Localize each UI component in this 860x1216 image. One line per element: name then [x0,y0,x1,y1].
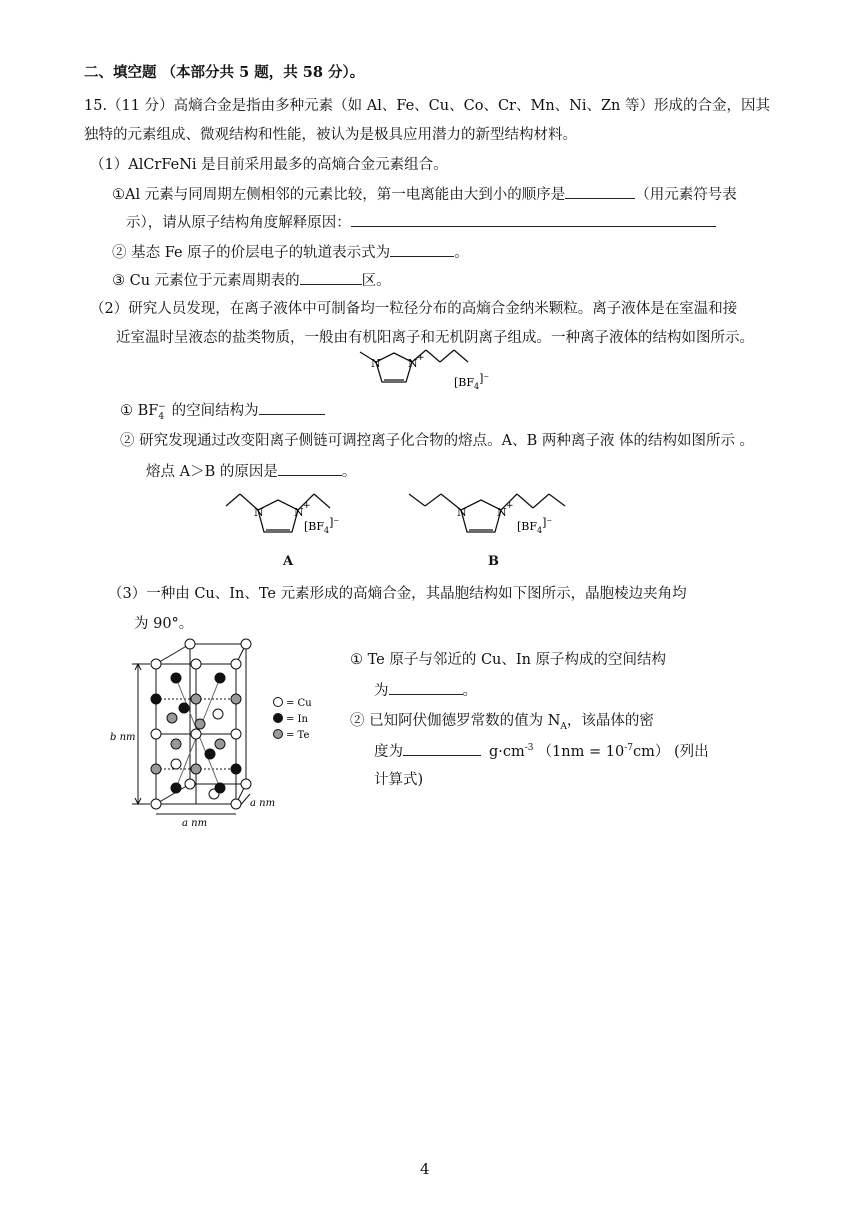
molecule-a [222,486,372,544]
legend-in: = In [286,714,308,725]
part3-line1: （3）一种由 Cu、In、Te 元素形成的高熵合金，其晶胞结构如下图所示，晶胞棱边夹角均 [108,586,687,602]
part3-q2-cont: 度为 $g\cdot cm^{-3}$ $(1nm = 10^{-7}cm)$ (列出 [374,743,709,760]
part2-q2-cont: 熔点 A＞B 的原因是 。 [146,461,356,482]
b-nm-label: b nm [110,732,136,743]
legend-te: = Te [286,730,310,741]
part3-q1-cont: 为 。 [374,680,477,701]
ionic-liquid-structure [356,340,506,398]
nitrogen-label: N [254,506,264,519]
answer-blank[interactable] [389,680,463,695]
part1-q3: ③ Cu 元素位于元素周期表的 区。 [112,270,391,291]
anion-label: $[BF_4]^-$ [454,372,490,391]
molecule-b [405,486,585,544]
part2-line2: 近室温时呈液态的盐类物质，一般由有机阳离子和无机阴离子组成。一种离子液体的结构如图所示。 [116,330,754,346]
part2-q2: ② 研究发现通过改变阳离子侧链可调控离子化合物的熔点。A、B 两种离子液 体的结构如图所示 。 [120,433,755,449]
part1-q1-cont: 示），请从原子结构角度解释原因： [126,212,716,233]
anion-label: $[BF_4]^-$ [304,516,340,535]
answer-blank[interactable] [390,242,454,257]
crystal-cell-figure [110,638,330,828]
answer-blank[interactable] [300,270,362,285]
section-title: 二、填空题 （本部分共 5 题，共 58 分）。 [84,64,365,81]
nitrogen-plus-label: N [294,506,304,519]
part3-q2-cont2: 计算式) [374,772,424,788]
part3-q1: ① Te 原子与邻近的 Cu、In 原子构成的空间结构 [350,652,667,668]
answer-blank[interactable] [403,741,481,756]
nitrogen-label: N [457,506,467,519]
answer-blank[interactable] [351,212,716,227]
nitrogen-plus-label: N [497,506,507,519]
part1-q2: ② 基态 Fe 原子的价层电子的轨道表示式为 。 [112,242,469,263]
answer-blank[interactable] [565,184,635,199]
molecule-b-label: B [488,554,499,569]
legend-cu: = Cu [286,698,312,709]
a-nm-side-label: a nm [250,798,276,809]
q15-intro-line1: 15.（11 分）高熵合金是指由多种元素（如 Al、Fe、Cu、Co、Cr、Mn、Ni、Zn 等）形成的合金，因其 [84,98,770,114]
q15-intro-line2: 独特的元素组成、微观结构和性能，被认为是极具应用潜力的新型结构材料。 [84,127,577,143]
part2-line1: （2）研究人员发现，在离子液体中可制备均一粒径分布的高熵合金纳米颗粒。离子液体是在室温和接 [90,301,738,317]
answer-blank[interactable] [259,400,325,415]
molecule-a-label: A [283,554,294,569]
plus-sign: + [417,353,425,363]
part1-q1: ①Al 元素与同周期左侧相邻的元素比较，第一电离能由大到小的顺序是 （用元素符号表 [112,184,737,205]
part3-q2: ② 已知阿伏伽德罗常数的值为 $N_A$，该晶体的密 [350,713,654,732]
anion-label: $[BF_4]^-$ [517,516,553,535]
answer-blank[interactable] [278,461,342,476]
page-number: 4 [420,1160,430,1178]
nitrogen-label: N [371,357,381,370]
nitrogen-plus-label: N [408,357,418,370]
plus-sign: + [506,501,514,511]
plus-sign: + [303,501,311,511]
part3-line2: 为 90°。 [134,616,194,632]
part1-title: （1）AlCrFeNi 是目前采用最多的高熵合金元素组合。 [90,157,448,173]
part2-q1: ① $BF_4^-$ 的空间结构为 [120,400,325,423]
a-nm-bottom-label: a nm [182,818,208,828]
